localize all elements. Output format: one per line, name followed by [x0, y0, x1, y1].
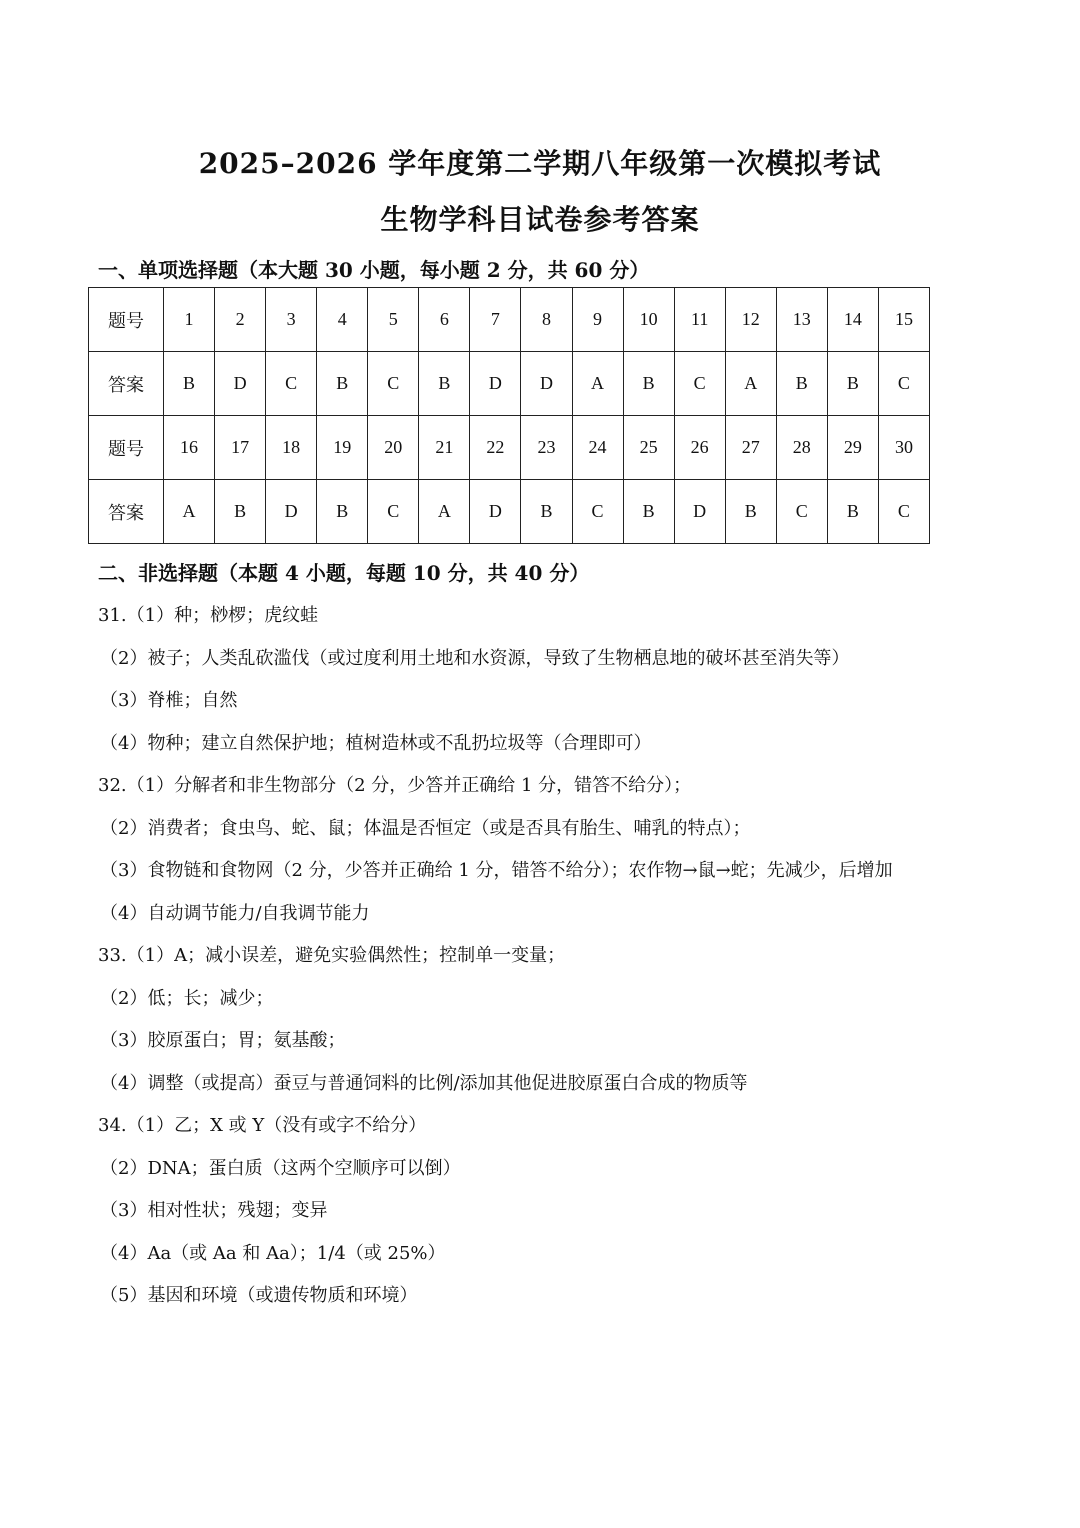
answer-cell: B: [623, 352, 674, 416]
question-number-cell: 15: [878, 288, 929, 352]
question-number-cell: 16: [164, 416, 215, 480]
answer-cell: B: [725, 480, 776, 544]
answer-cell: B: [521, 480, 572, 544]
answer-line: 32.（1）分解者和非生物部分（2 分，少答并正确给 1 分，错答不给分）；: [98, 775, 692, 796]
answer-cell: A: [419, 480, 470, 544]
answer-line: （4）自动调节能力/自我调节能力: [100, 902, 370, 924]
answer-cell: D: [521, 352, 572, 416]
answer-cell: C: [674, 352, 725, 416]
page-subtitle: 生物学科目试卷参考答案: [380, 203, 700, 236]
question-number-cell: 14: [827, 288, 878, 352]
table-row-answers: [89, 352, 930, 416]
answer-cell: B: [215, 480, 266, 544]
question-number-cell: 19: [317, 416, 368, 480]
answer-line: （3）食物链和食物网（2 分，少答并正确给 1 分，错答不给分）；农作物→鼠→蛇；先减少，后增加: [100, 860, 893, 881]
question-number-cell: 3: [266, 288, 317, 352]
answer-cell: B: [317, 480, 368, 544]
table-row-numbers: [89, 288, 930, 352]
question-number-cell: 5: [368, 288, 419, 352]
question-number-cell: 8: [521, 288, 572, 352]
answer-cell: D: [470, 480, 521, 544]
answer-line: （3）脊椎；自然: [100, 690, 238, 711]
answer-cell: B: [776, 352, 827, 416]
answer-table-body: [89, 288, 930, 544]
page-title: 2025–2026 学年度第二学期八年级第一次模拟考试: [198, 147, 882, 180]
question-number-cell: 23: [521, 416, 572, 480]
answer-cell: D: [215, 352, 266, 416]
answer-cell: C: [266, 352, 317, 416]
row-label-answer: 答案: [89, 352, 164, 416]
question-number-cell: 2: [215, 288, 266, 352]
question-number-cell: 13: [776, 288, 827, 352]
answer-line: （2）DNA；蛋白质（这两个空顺序可以倒）: [100, 1157, 461, 1179]
answer-cell: C: [368, 352, 419, 416]
answer-line: （3）胶原蛋白；胃；氨基酸；: [100, 1030, 346, 1051]
answer-line: （5）基因和环境（或遗传物质和环境）: [100, 1285, 418, 1306]
question-number-cell: 7: [470, 288, 521, 352]
answer-cell: B: [317, 352, 368, 416]
answer-cell: C: [572, 480, 623, 544]
section-2-heading: 二、非选择题（本题 4 小题，每题 10 分，共 40 分）: [98, 561, 590, 585]
answer-cell: B: [419, 352, 470, 416]
answer-line: （2）被子；人类乱砍滥伐（或过度利用土地和水资源，导致了生物栖息地的破坏甚至消失等）: [100, 647, 850, 669]
question-number-cell: 9: [572, 288, 623, 352]
question-number-cell: 17: [215, 416, 266, 480]
question-number-cell: 4: [317, 288, 368, 352]
answer-table: [88, 287, 930, 544]
answer-cell: A: [725, 352, 776, 416]
answer-cell: B: [827, 352, 878, 416]
answer-line: （2）消费者；食虫鸟、蛇、鼠；体温是否恒定（或是否具有胎生、哺乳的特点）；: [100, 817, 751, 839]
answer-cell: C: [368, 480, 419, 544]
answer-cell: C: [878, 480, 929, 544]
answer-line: 34.（1）乙；X 或 Y（没有或字不给分）: [98, 1115, 427, 1136]
row-label-answer: 答案: [89, 480, 164, 544]
question-number-cell: 21: [419, 416, 470, 480]
question-number-cell: 18: [266, 416, 317, 480]
answer-line: （4）物种；建立自然保护地；植树造林或不乱扔垃圾等（合理即可）: [100, 732, 652, 754]
question-number-cell: 11: [674, 288, 725, 352]
answer-cell: B: [164, 352, 215, 416]
question-number-cell: 22: [470, 416, 521, 480]
answer-cell: A: [164, 480, 215, 544]
question-number-cell: 28: [776, 416, 827, 480]
question-number-cell: 26: [674, 416, 725, 480]
section-1-heading: 一、单项选择题（本大题 30 小题，每小题 2 分，共 60 分）: [98, 258, 650, 282]
question-number-cell: 6: [419, 288, 470, 352]
answer-line: （3）相对性状；残翅；变异: [100, 1200, 328, 1221]
answer-line: （4）调整（或提高）蚕豆与普通饲料的比例/添加其他促进胶原蛋白合成的物质等: [100, 1072, 748, 1094]
question-number-cell: 10: [623, 288, 674, 352]
answer-cell: B: [623, 480, 674, 544]
question-number-cell: 12: [725, 288, 776, 352]
answer-cell: D: [674, 480, 725, 544]
question-number-cell: 20: [368, 416, 419, 480]
answer-cell: A: [572, 352, 623, 416]
answer-line: 33.（1）A；减小误差，避免实验偶然性；控制单一变量；: [98, 945, 566, 966]
answer-line: （2）低；长；减少；: [100, 987, 274, 1009]
question-number-cell: 1: [164, 288, 215, 352]
answer-cell: D: [470, 352, 521, 416]
question-number-cell: 25: [623, 416, 674, 480]
answer-cell: B: [827, 480, 878, 544]
row-label-number: 题号: [89, 416, 164, 480]
table-row-answers: [89, 480, 930, 544]
question-number-cell: 24: [572, 416, 623, 480]
question-number-cell: 29: [827, 416, 878, 480]
answer-line: 31.（1）种；桫椤；虎纹蛙: [98, 605, 319, 626]
answer-cell: C: [878, 352, 929, 416]
table-row-numbers: [89, 416, 930, 480]
answer-line: （4）Aa（或 Aa 和 Aa）；1/4（或 25%）: [100, 1242, 446, 1264]
answer-cell: D: [266, 480, 317, 544]
question-number-cell: 30: [878, 416, 929, 480]
answer-cell: C: [776, 480, 827, 544]
question-number-cell: 27: [725, 416, 776, 480]
row-label-number: 题号: [89, 288, 164, 352]
